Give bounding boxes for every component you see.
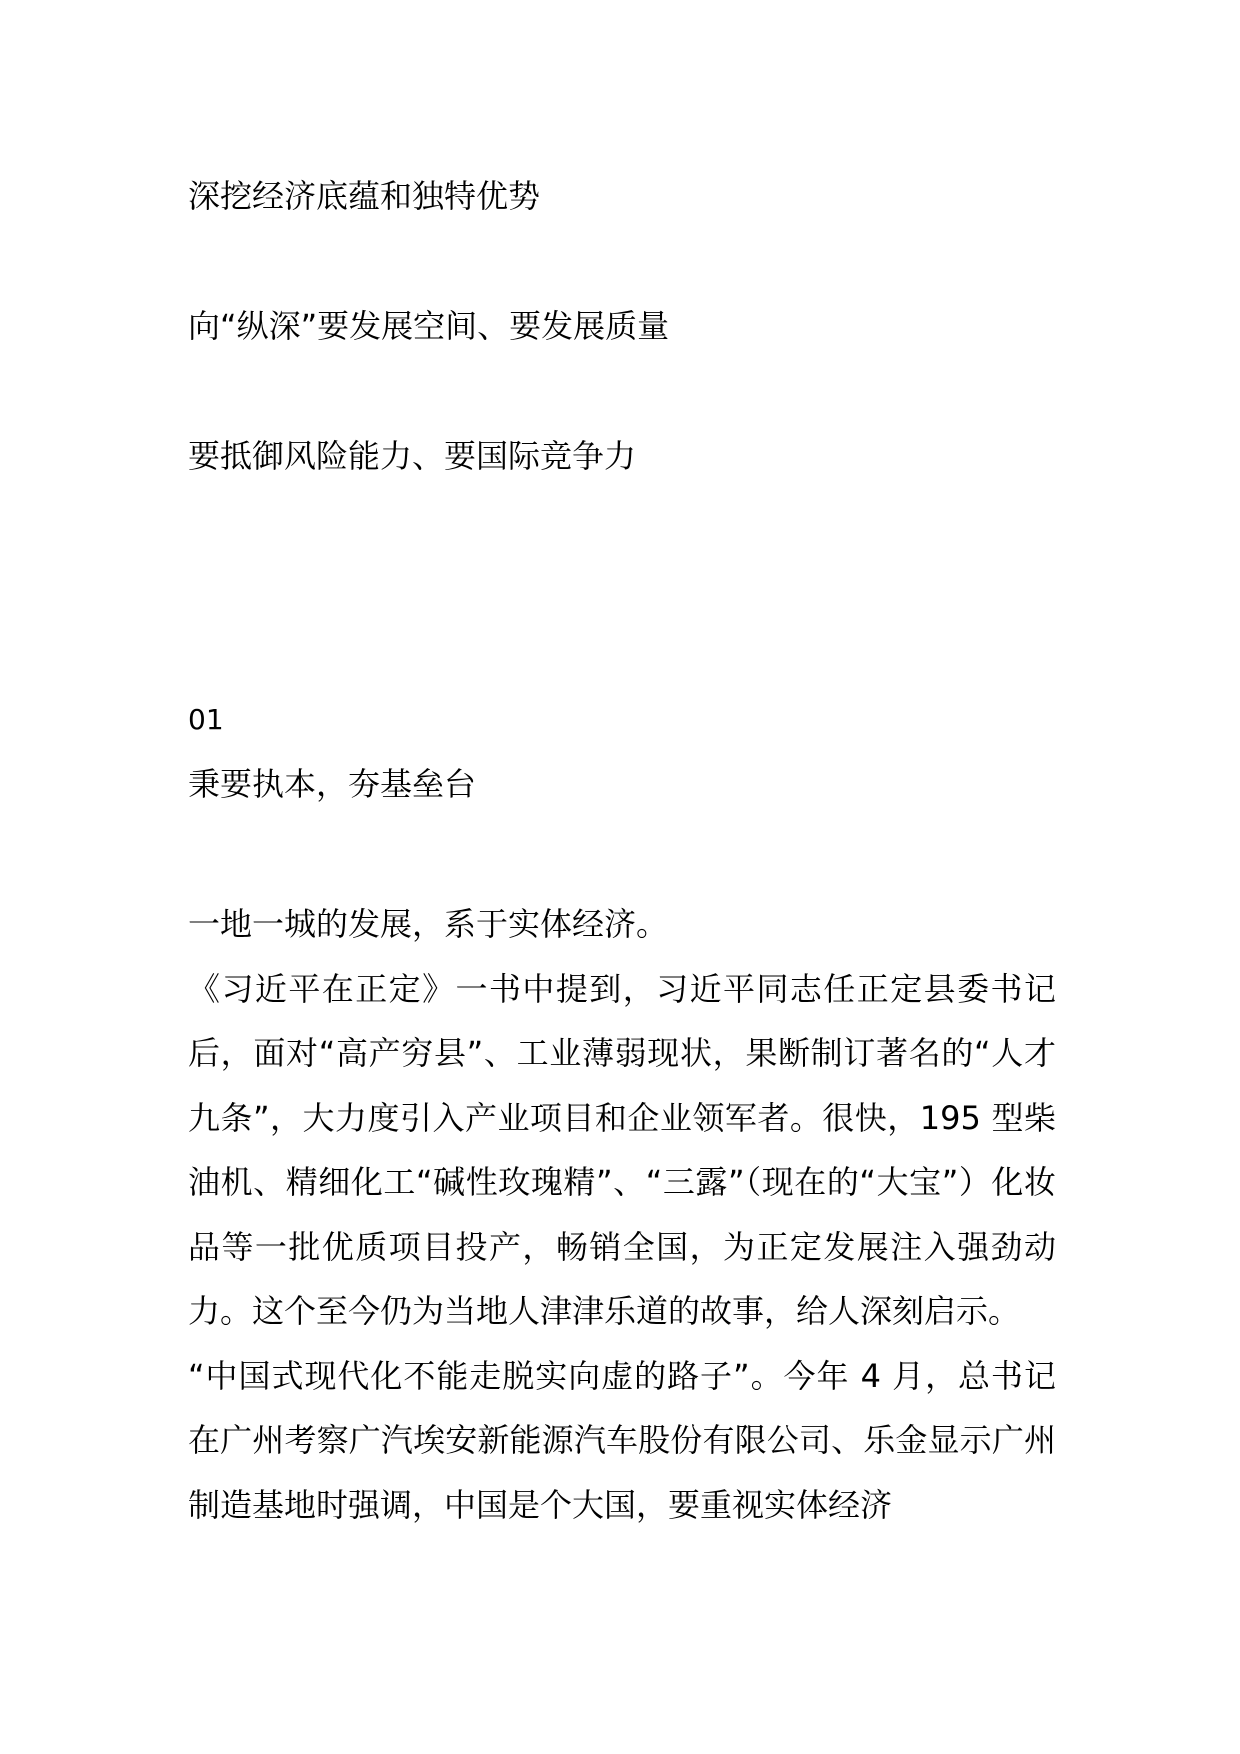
section-body: [188, 892, 1056, 1537]
section-title: 秉要执本，夯基垒台: [188, 765, 477, 803]
headline-3: 要抵御风险能力、要国际竞争力: [188, 437, 637, 475]
body-paragraph-1: 一地一城的发展，系于实体经济。: [188, 905, 669, 943]
headline-1: 深挖经济底蕴和独特优势: [188, 177, 541, 215]
section-number: 01: [188, 703, 224, 736]
headline-2: 向“纵深”要发展空间、要发展质量: [188, 307, 670, 345]
body-paragraph-3: “中国式现代化不能走脱实向虚的路子”。今年 4 月，总书记在广州考察广汽埃安新能源汽车股份有限公司、乐金显示广州制造基地时强调，中国是个大国，要重视实体经济: [188, 1356, 1056, 1524]
body-paragraph-2: 《习近平在正定》一书中提到，习近平同志任正定县委书记后，面对“高产穷县”、工业薄弱现状，果断制订著名的“人才九条”，大力度引入产业项目和企业领军者。很快，195 型柴油机、精细化工“碱性玫瑰精”、“三露”（现在的“大宝”）化妆品等一批优质项目投产，畅销全国，为正定发展注入强劲动力。这个至今仍为当地人津津乐道的故事，给人深刻启示。: [188, 969, 1056, 1330]
